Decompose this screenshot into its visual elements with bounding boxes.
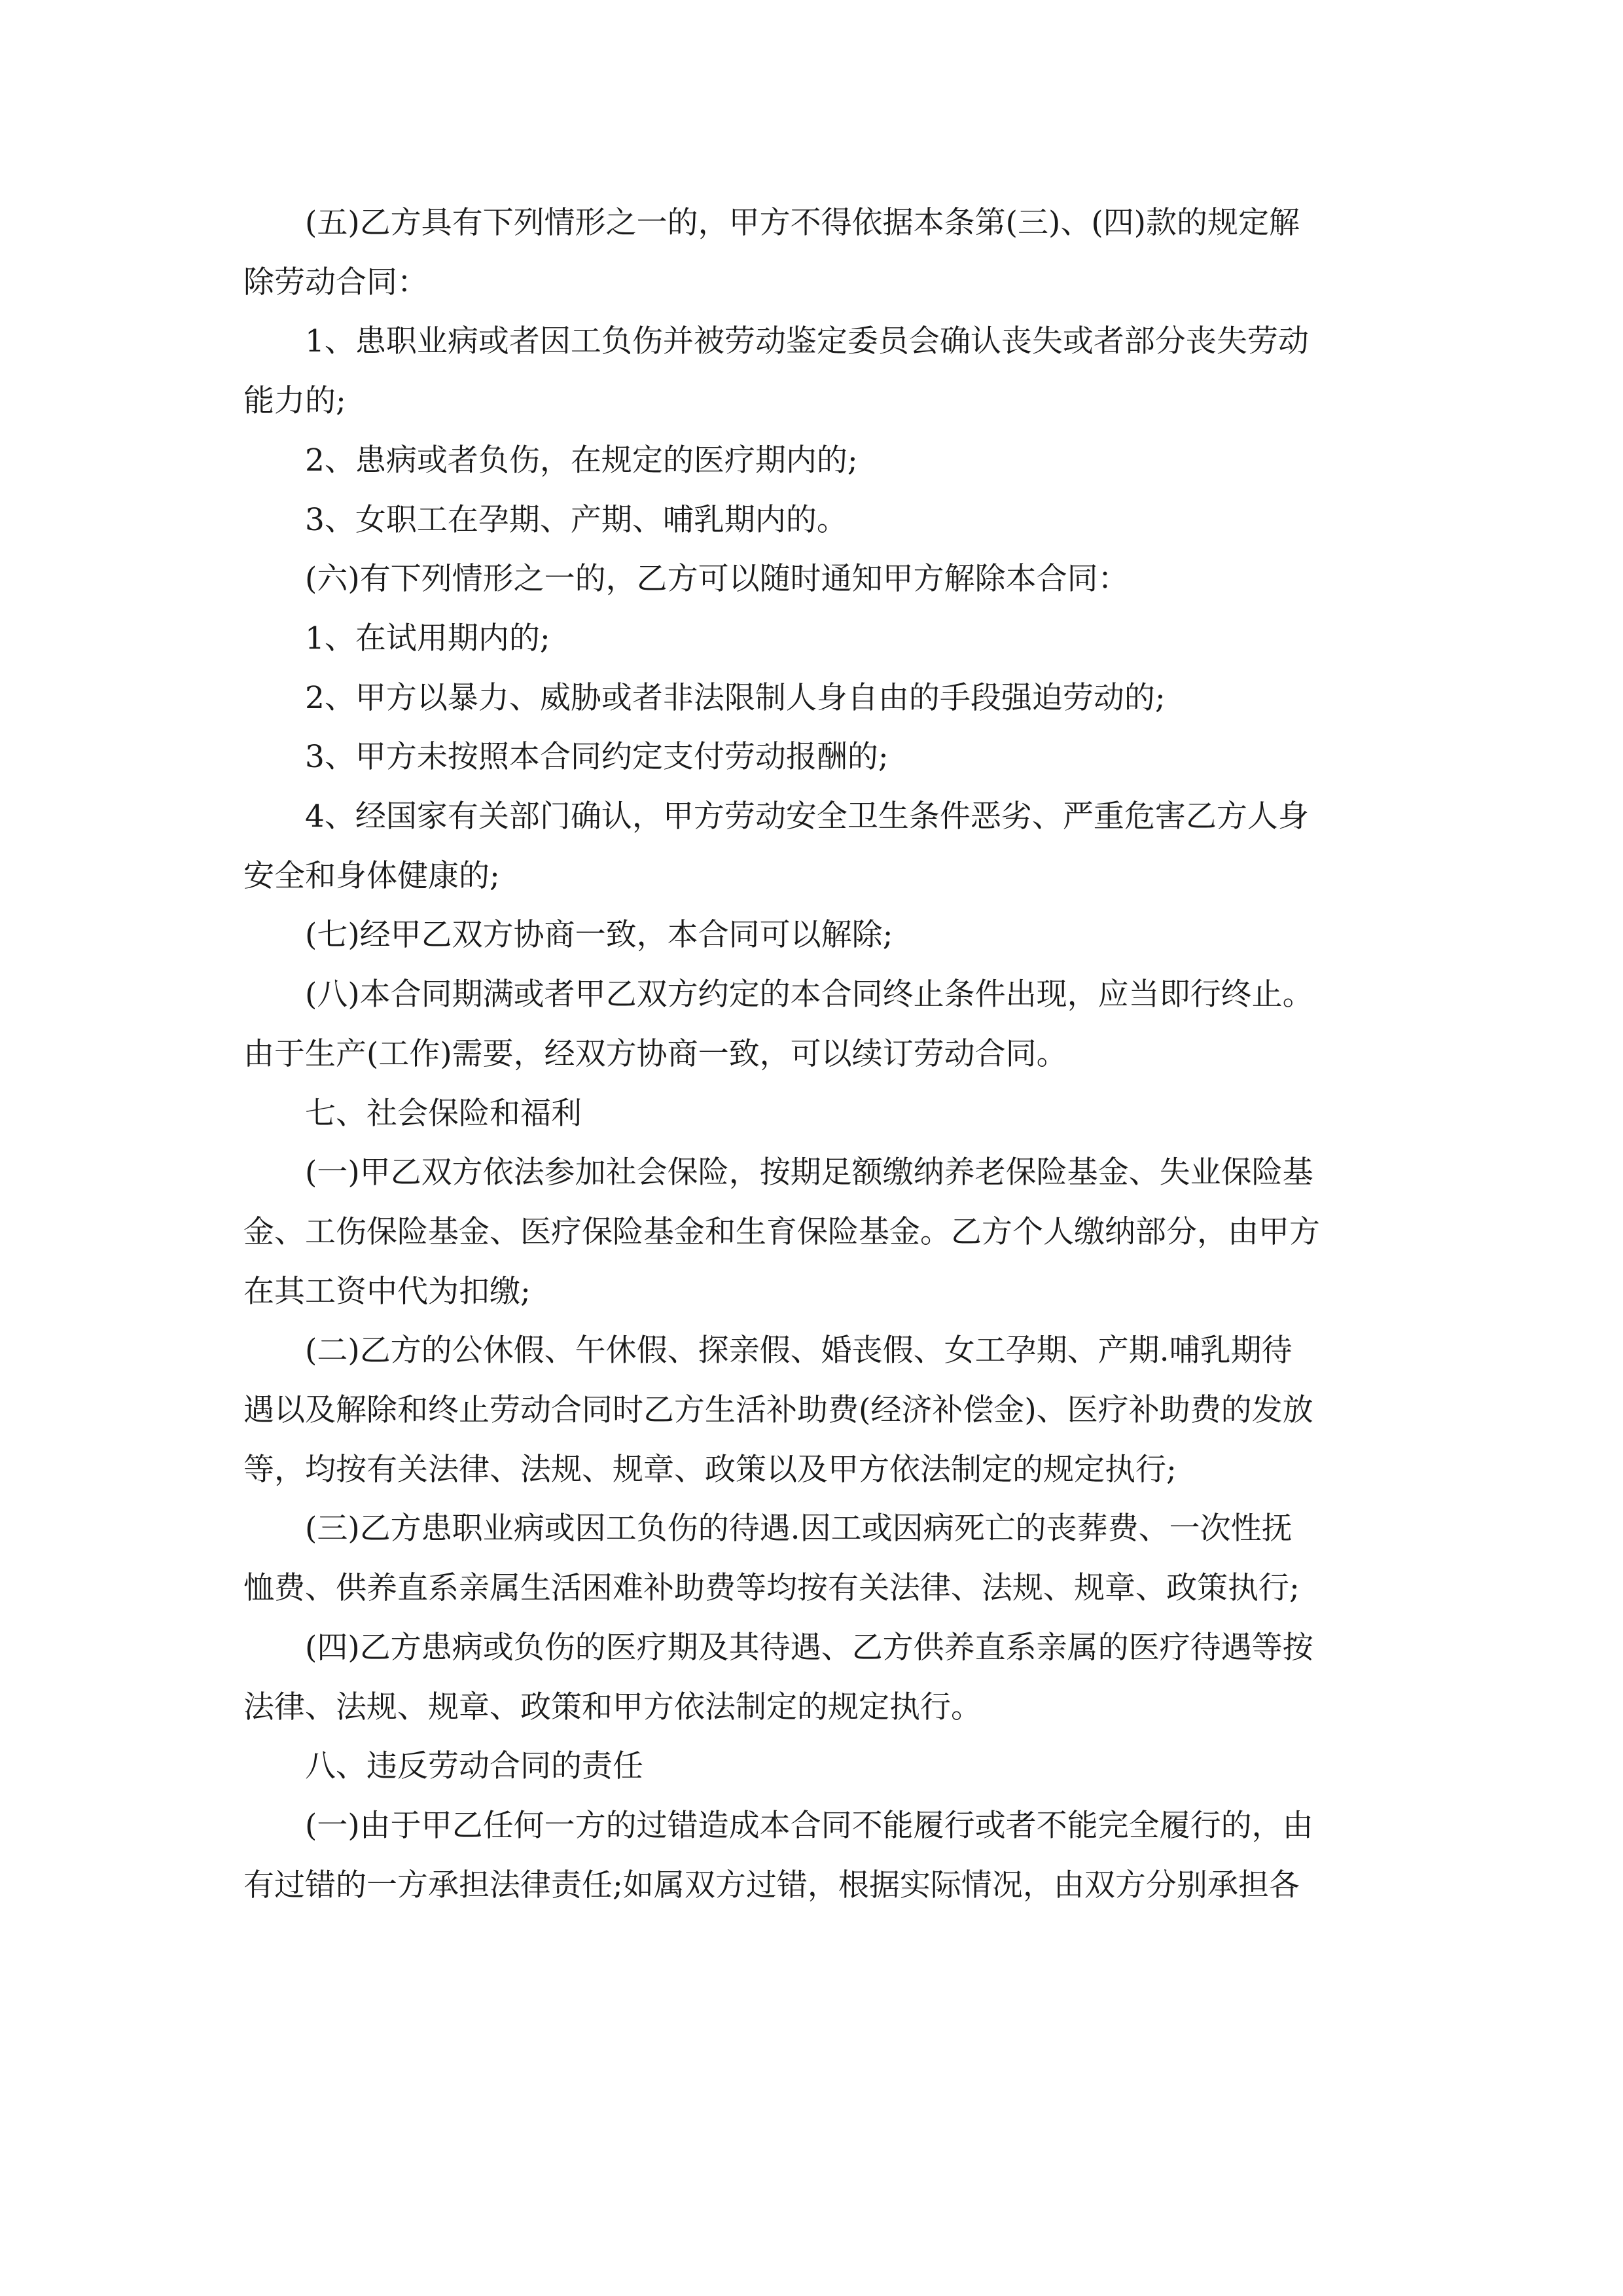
text-line: (二)乙方的公休假、午休假、探亲假、婚丧假、女工孕期、产期.哺乳期待 (305, 1333, 1293, 1369)
text-line: 4、经国家有关部门确认，甲方劳动安全卫生条件恶劣、严重危害乙方人身 (305, 798, 1309, 835)
text-line: (一)由于甲乙任何一方的过错造成本合同不能履行或者不能完全履行的，由 (305, 1807, 1313, 1844)
text-line: 有过错的一方承担法律责任;如属双方过错，根据实际情况，由双方分别承担各 (243, 1867, 1300, 1903)
text-line: 能力的; (243, 383, 346, 420)
text-line: 由于生产(工作)需要，经双方协商一致，可以续订劳动合同。 (243, 1035, 1067, 1072)
text-line: 遇以及解除和终止劳动合同时乙方生活补助费(经济补偿金)、医疗补助费的发放 (243, 1392, 1313, 1429)
text-line: (六)有下列情形之一的，乙方可以随时通知甲方解除本合同： (305, 561, 1129, 598)
text-line: (八)本合同期满或者甲乙双方约定的本合同终止条件出现，应当即行终止。 (305, 977, 1313, 1013)
text-line: 3、女职工在孕期、产期、哺乳期内的。 (305, 501, 847, 538)
text-line: 法律、法规、规章、政策和甲方依法制定的规定执行。 (243, 1689, 982, 1725)
text-line: 1、患职业病或者因工负伤并被劳动鉴定委员会确认丧失或者部分丧失劳动 (305, 323, 1309, 360)
text-line: (一)甲乙双方依法参加社会保险，按期足额缴纳养老保险基金、失业保险基 (305, 1155, 1313, 1191)
text-line: 2、甲方以暴力、威胁或者非法限制人身自由的手段强迫劳动的; (305, 679, 1166, 716)
text-line: (五)乙方具有下列情形之一的，甲方不得依据本条第(三)、(四)款的规定解 (305, 205, 1300, 241)
text-line: 安全和身体健康的; (243, 857, 500, 894)
text-line: (四)乙方患病或负伤的医疗期及其待遇、乙方供养直系亲属的医疗待遇等按 (305, 1629, 1313, 1666)
text-line: 金、工伤保险基金、医疗保险基金和生育保险基金。乙方个人缴纳部分，由甲方 (243, 1213, 1320, 1250)
text-line: (三)乙方患职业病或因工负伤的待遇.因工或因病死亡的丧葬费、一次性抚 (305, 1511, 1293, 1547)
text-line: 3、甲方未按照本合同约定支付劳动报酬的; (305, 739, 889, 776)
text-line: 2、患病或者负伤，在规定的医疗期内的; (305, 442, 858, 478)
text-line: 在其工资中代为扣缴; (243, 1273, 531, 1310)
document-body (243, 194, 1389, 1915)
text-line: 除劳动合同： (243, 264, 428, 300)
text-line: 七、社会保险和福利 (305, 1095, 582, 1132)
text-line: 1、在试用期内的; (305, 620, 550, 656)
text-line: 恤费、供养直系亲属生活困难补助费等均按有关法律、法规、规章、政策执行; (243, 1570, 1300, 1607)
text-line: 等，均按有关法律、法规、规章、政策以及甲方依法制定的规定执行; (243, 1451, 1177, 1488)
text-line: 八、违反劳动合同的责任 (305, 1748, 643, 1785)
text-line: (七)经甲乙双方协商一致，本合同可以解除; (305, 917, 893, 954)
